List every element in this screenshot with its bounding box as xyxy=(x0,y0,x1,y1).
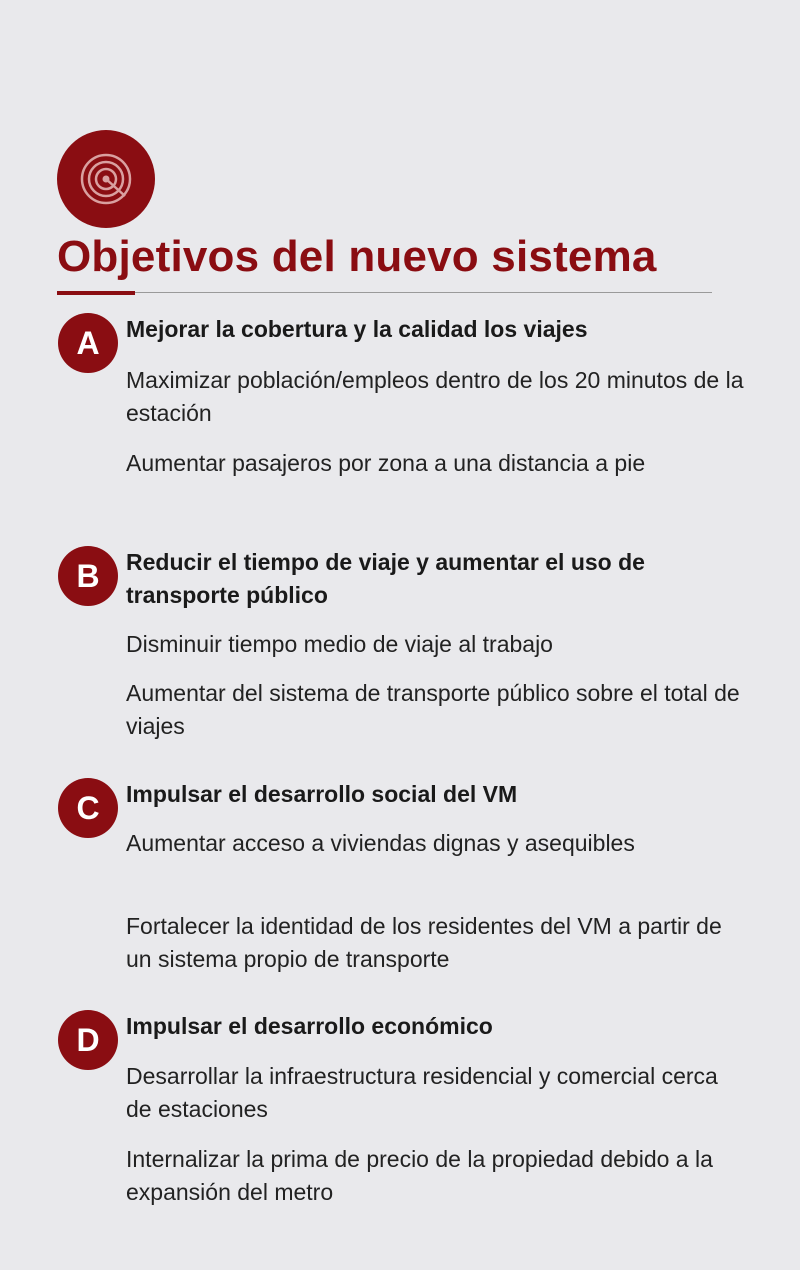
objective-item: Fortalecer la identidad de los residentes del VM a partir de un sistema propio de transporte xyxy=(126,913,722,972)
objective-heading: Reducir el tiempo de viaje y aumentar el uso de transporte público xyxy=(126,549,645,608)
page-title: Objetivos del nuevo sistema xyxy=(57,232,657,281)
objective-heading: Impulsar el desarrollo económico xyxy=(126,1013,493,1039)
letter-badge-d: D xyxy=(58,1010,118,1070)
concentric-circles-icon xyxy=(57,130,155,228)
objective-item: Disminuir tiempo medio de viaje al trabajo xyxy=(126,631,553,657)
objective-item: Aumentar acceso a viviendas dignas y asequibles xyxy=(126,830,635,856)
letter-badge-a: A xyxy=(58,313,118,373)
letter-badge-c: C xyxy=(58,778,118,838)
objective-heading: Mejorar la cobertura y la calidad los viajes xyxy=(126,316,588,342)
letter-badge-b: B xyxy=(58,546,118,606)
objective-item: Aumentar pasajeros por zona a una distancia a pie xyxy=(126,450,646,476)
title-divider xyxy=(57,292,712,293)
objective-item: Maximizar población/empleos dentro de los 20 minutos de la estación xyxy=(126,367,744,426)
objective-item: Internalizar la prima de precio de la propiedad debido a la expansión del metro xyxy=(126,1146,713,1205)
objective-heading: Impulsar el desarrollo social del VM xyxy=(126,781,518,807)
objective-item: Desarrollar la infraestructura residencial y comercial cerca de estaciones xyxy=(126,1063,718,1122)
objective-item: Aumentar del sistema de transporte público sobre el total de viajes xyxy=(126,680,740,739)
title-divider-accent xyxy=(57,291,135,295)
logo-icon xyxy=(57,130,155,228)
